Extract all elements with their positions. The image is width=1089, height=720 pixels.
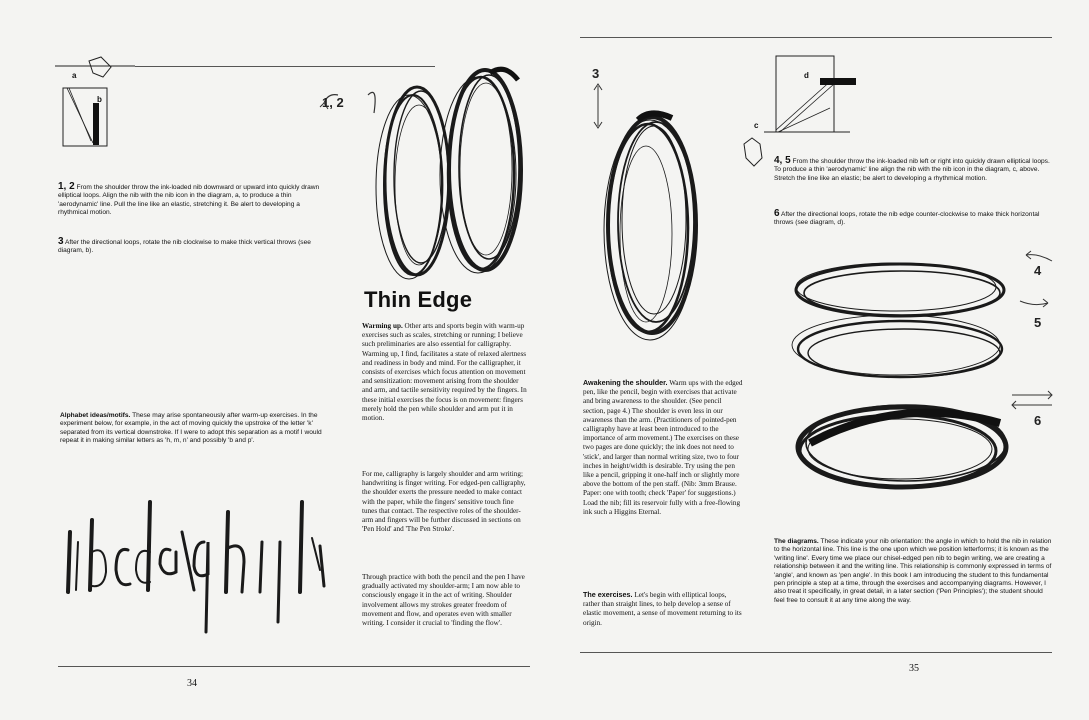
diagrams-text: These indicate your nib orientation: the angle in which to hold the nib in relation to the horizontal line. This line is the one upon which we position letterforms; it is known as the 'writing line'. Every time we place our chisel-edged pen nib to begin writing, we are creating a relationship between it and the writing line. This relationship is commonly expressed in terms of 'angle', and known as 'pen angle'. In this book I am introducing the student to this fundamental pen principle a step at a time, through the exercises and accompanying diagrams. However, I also treat it specifically, in great detail, in a later section ('Pen Principles'); the student should feel free to consult it at any time along the way. <box>774 538 1052 604</box>
diagram-label-c: c <box>754 121 759 130</box>
diagram-label-d: d <box>804 71 809 80</box>
warming-up-title: Warming up. <box>362 322 403 330</box>
awakening-shoulder-title: Awakening the shoulder. <box>583 378 668 387</box>
alphabet-ideas-title: Alphabet ideas/motifs. <box>60 412 131 419</box>
section-heading: Thin Edge <box>364 287 473 312</box>
caption-6-number: 6 <box>774 208 780 219</box>
awakening-shoulder-paragraph <box>583 378 745 517</box>
bottom-rule-left <box>58 666 530 667</box>
horizontal-loops-illustration <box>790 245 1060 515</box>
caption-3 <box>58 238 328 256</box>
loop-3-illustration <box>580 60 740 360</box>
page-number-right: 35 <box>909 663 919 674</box>
caption-1-2-number: 1, 2 <box>58 181 75 192</box>
caption-1-2 <box>58 183 328 218</box>
caption-4-5-number: 4, 5 <box>774 155 791 166</box>
practice-paragraph: Through practice with both the pencil and the pen I have gradually activated my shoulder-arm; I am now able to consciously engage it in the act of writing. Shoulder involvement allows my strokes greater freedom of movement and flow, and operates even with smaller writing. I consider it crucial to 'finding the flow'. <box>362 573 525 628</box>
loop-label-4: 4 <box>1034 263 1042 278</box>
alphabet-ideas-text: These may arise spontaneously after warm-up exercises. In the experiment below, for example, in the act of moving quickly the upstroke of the letter 'k' separated from its vertical downstroke. If I were to adopt this separation as a motif I would repeat it in making similar letters as 'h, m, n' and possibly 'b and p'. <box>60 412 322 445</box>
loop-label-6: 6 <box>1034 413 1042 428</box>
vertical-loops-illustration <box>300 35 530 280</box>
alphabet-ideas-paragraph <box>60 412 340 446</box>
exercises-paragraph <box>583 590 745 628</box>
awakening-shoulder-text: Warm ups with the edged pen, like the pencil, begin with exercises that activate and bring awareness to the shoulder. (See pencil section, page 4.) The shoulder is even less in our awareness than the arm. (Practitioners of pointed-pen calligraphy have at least been introduced to the importance of arm movement.) The exercises on these two pages are done quickly; the ink does not need to 'stick', and larger than normal writing size, two to four inches in height/width is desirable. Try using the pen like a pencil, gripping it one-half inch or slightly more above the bottom of the pen staff. (Nib: 3mm Brause. Paper: one with tooth; check 'Paper' for suggestions.) Load the nib; fill its reservoir fully with a free-flowing ink such a Higgins Eternal. <box>583 379 743 516</box>
loop-label-5: 5 <box>1034 315 1042 330</box>
warming-up-paragraph <box>362 322 528 423</box>
diagram-label-a: a <box>72 71 77 80</box>
caption-4-5-text: From the shoulder throw the ink-loaded nib left or right into quickly drawn elliptical loops. To produce a thin 'aerodynamic' line align the nib with the nib icon in the diagram, c, above. Stretch the line like an elastic; be alert to developing a rhythmical motion. <box>774 158 1050 182</box>
alphabet-lettering-sample <box>58 482 338 652</box>
top-rule-right <box>580 37 1052 38</box>
bottom-rule-right <box>580 652 1052 653</box>
arrow-label-3: 3 <box>592 66 600 81</box>
warming-up-text: Other arts and sports begin with warm-up exercises such as scales, stretching or running; I believe such preliminaries are also essential for calligraphy. Warming up, I find, facilitates a state of relaxed alertness and readiness in body and mind. For the calligrapher, it consists of exercises which focus attention on movement and sensitization: movement arising from the shoulder and arm, and tactile sensitivity required by the fingers. In these initial exercises the focus is on movement: fingers merely hold the pen while shoulder and arm put it in motion. <box>362 322 527 423</box>
arrow-label-1-2: 1, 2 <box>322 95 344 110</box>
diagrams-title: The diagrams. <box>774 538 819 545</box>
caption-3-text: After the directional loops, rotate the nib clockwise to make thick vertical throws (see diagram, b). <box>58 239 311 255</box>
page-number-left: 34 <box>187 678 197 689</box>
exercises-text: Let's begin with elliptical loops, rather than straight lines, to help develop a sense of elastic movement, a sense of movement returning to its origin. <box>583 591 742 627</box>
nib-diagram-ab <box>55 55 145 155</box>
caption-6-text: After the directional loops, rotate the nib edge counter-clockwise to make thick horizontal throws (see diagram, d). <box>774 211 1040 227</box>
diagrams-paragraph <box>774 538 1052 605</box>
caption-1-2-text: From the shoulder throw the ink-loaded nib downward or upward into quickly drawn elliptical loops. Align the nib with the nib icon in the diagram, a, to produce a thin 'aerodynamic' line. Pull the line like an elastic, stretching it. Be alert to developing a rhythmical motion. <box>58 184 320 217</box>
shoulder-arm-paragraph: For me, calligraphy is largely shoulder and arm writing; handwriting is finger writing. For edged-pen calligraphy, the shoulder exerts the pressure needed to make contact with the paper, while the fingers' sensitive touch fine tunes that contact. The respective roles of the shoulder-arm and fingers will be further discussed in sections on 'Pen Hold' and 'The Pen Stroke'. <box>362 470 526 534</box>
exercises-title: The exercises. <box>583 590 633 599</box>
caption-6 <box>774 210 1050 228</box>
diagram-label-b: b <box>97 95 102 104</box>
caption-4-5 <box>774 157 1050 183</box>
caption-3-number: 3 <box>58 236 64 247</box>
